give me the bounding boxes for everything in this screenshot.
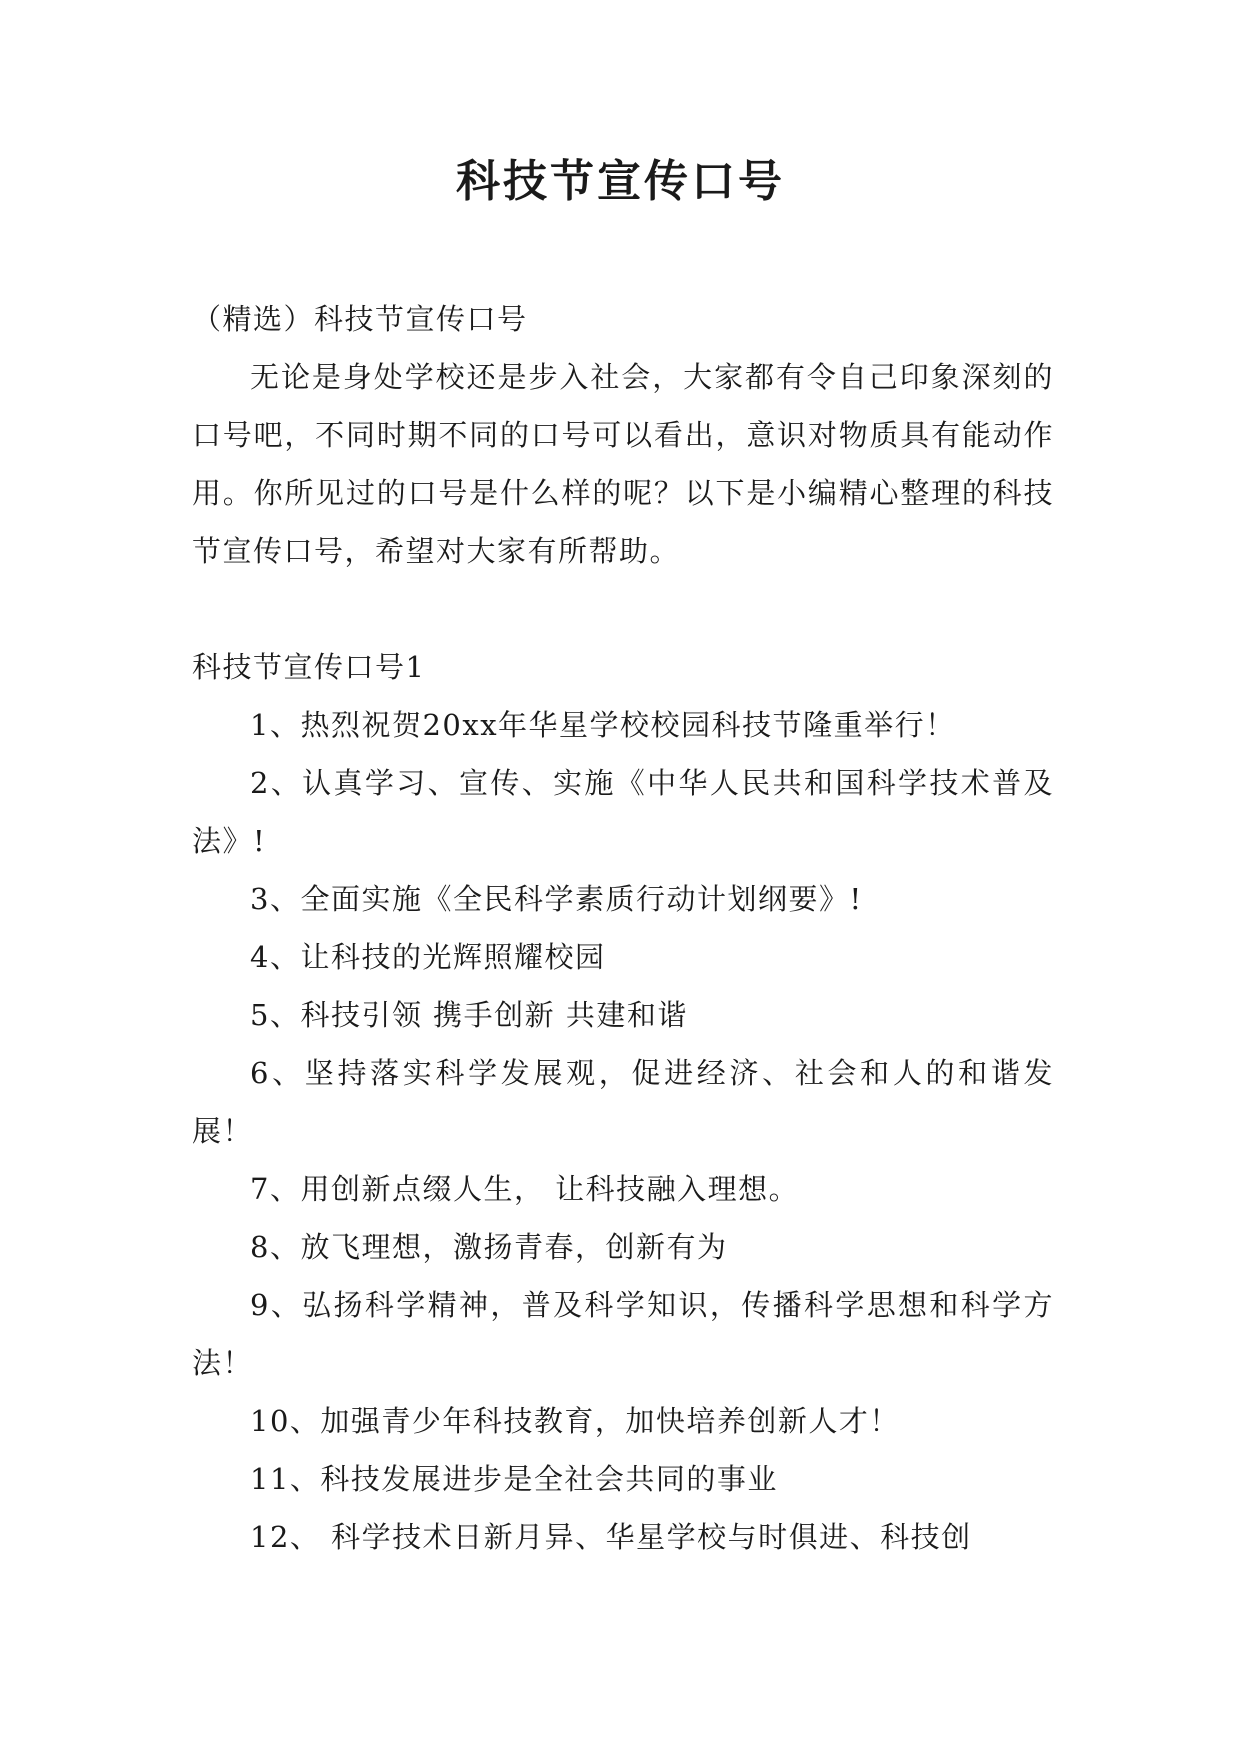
- paragraph-spacer: [192, 580, 1054, 638]
- slogan-item: 3、全面实施《全民科学素质行动计划纲要》!: [250, 882, 863, 916]
- slogan-item: 8、放飞理想，激扬青春，创新有为: [250, 1230, 728, 1264]
- slogan-item: 7、用创新点缀人生， 让科技融入理想。: [250, 1172, 800, 1206]
- intro-paragraph: 无论是身处学校还是步入社会，大家都有令自己印象深刻的口号吧，不同时期不同的口号可以看出，意识对物质具有能动作用。你所见过的口号是什么样的呢？以下是小编精心整理的科技节宣传口号，希望对大家有所帮助。: [192, 360, 1054, 568]
- section-heading: 科技节宣传口号1: [192, 650, 426, 684]
- slogan-item: 10、加强青少年科技教育，加快培养创新人才！: [250, 1404, 900, 1438]
- document-body: [192, 290, 1054, 1566]
- slogan-item: 2、认真学习、宣传、实施《中华人民共和国科学技术普及法》!: [192, 766, 1054, 858]
- slogan-item: 5、科技引领 携手创新 共建和谐: [250, 998, 688, 1032]
- slogan-item: 4、让科技的光辉照耀校园: [250, 940, 606, 974]
- document-subtitle: （精选）科技节宣传口号: [192, 302, 528, 336]
- document-title: 科技节宣传口号: [456, 156, 785, 207]
- slogan-item: 9、弘扬科学精神，普及科学知识，传播科学思想和科学方法！: [192, 1288, 1054, 1380]
- slogan-item: 11、科技发展进步是全社会共同的事业: [250, 1462, 778, 1496]
- slogan-item: 12、 科学技术日新月异、华星学校与时俱进、科技创: [250, 1520, 972, 1554]
- slogan-item: 6、坚持落实科学发展观，促进经济、社会和人的和谐发展！: [192, 1056, 1054, 1148]
- slogan-item: 1、热烈祝贺20xx年华星学校校园科技节隆重举行！: [250, 708, 956, 742]
